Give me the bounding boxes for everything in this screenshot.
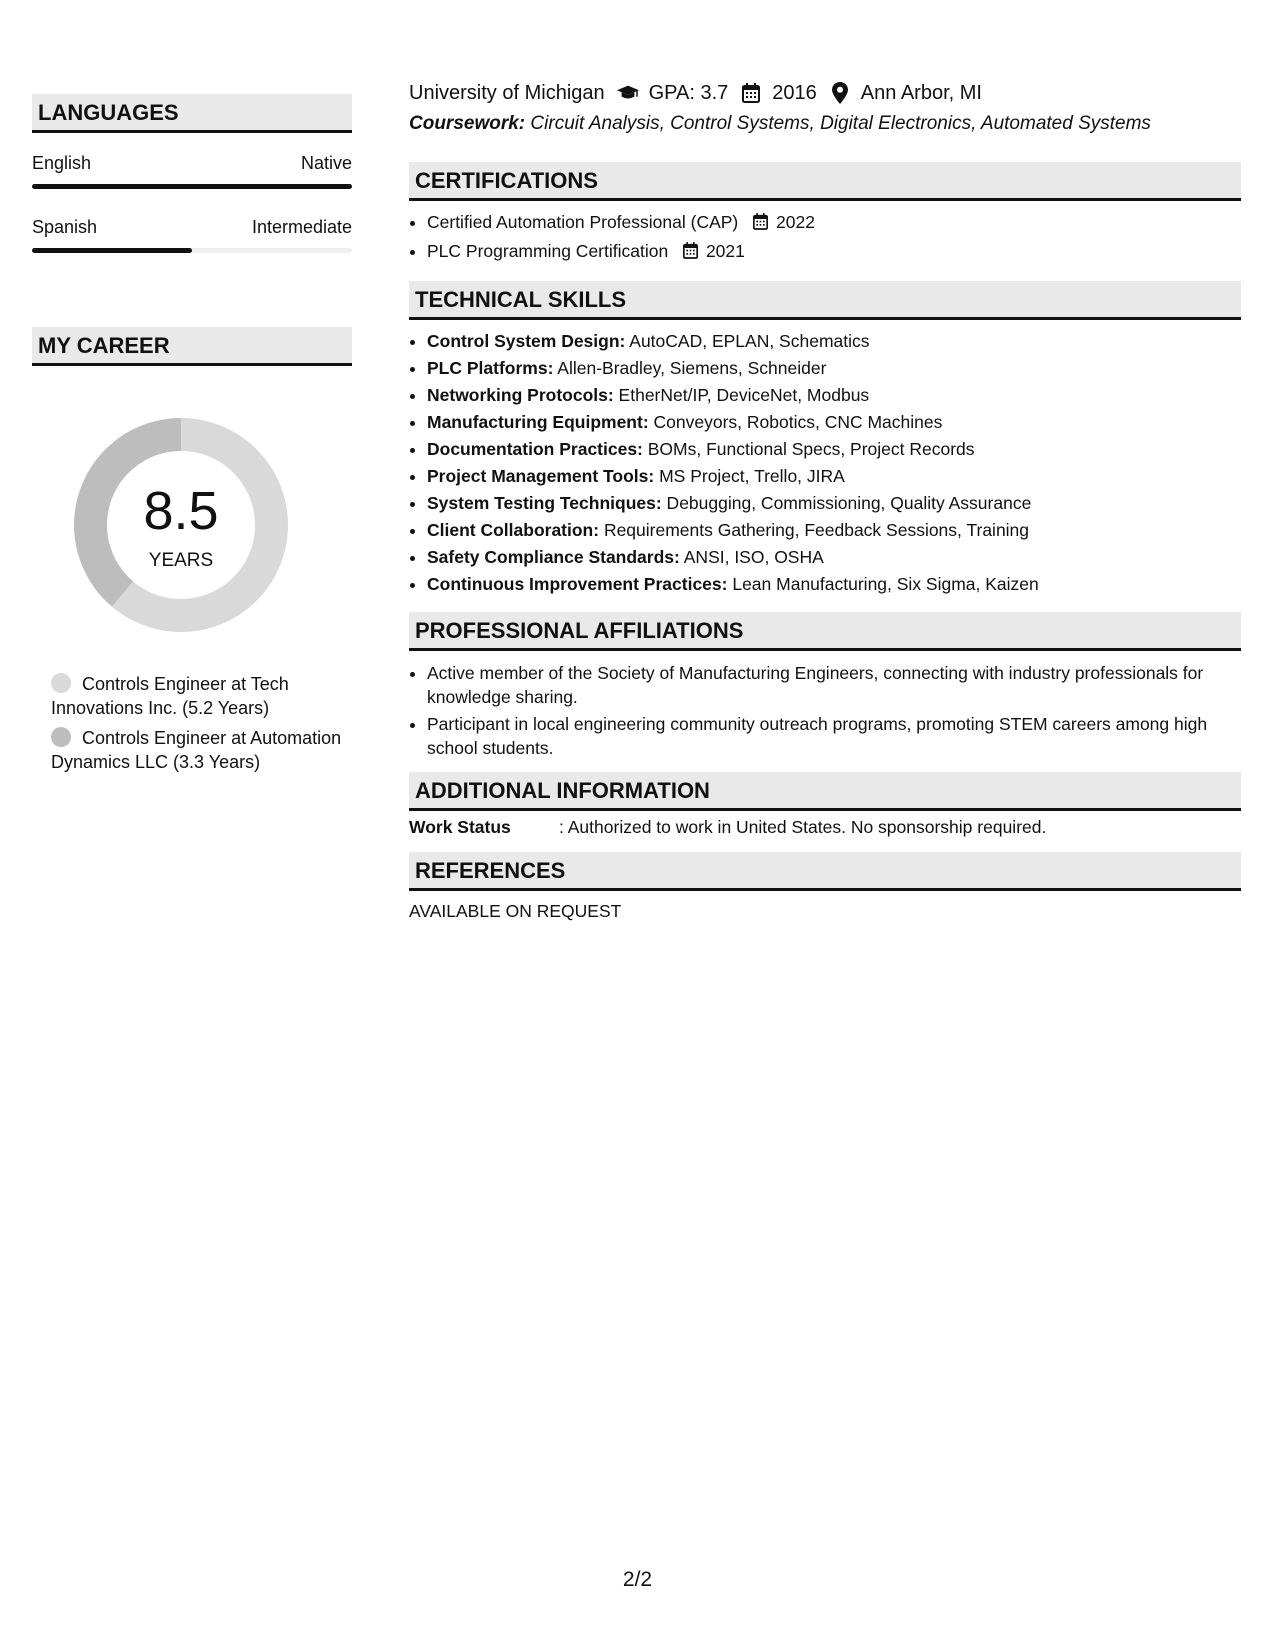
skill-values: EtherNet/IP, DeviceNet, Modbus xyxy=(613,385,870,405)
references-text: AVAILABLE ON REQUEST xyxy=(409,901,622,921)
skill-category: Safety Compliance Standards: xyxy=(427,547,680,567)
list-item xyxy=(427,382,1241,409)
language-item xyxy=(32,153,352,189)
skill-values: AutoCAD, EPLAN, Schematics xyxy=(625,331,870,351)
list-item xyxy=(427,436,1241,463)
coursework-label: Coursework: xyxy=(409,113,526,134)
list-item xyxy=(427,490,1241,517)
skill-category: PLC Platforms: xyxy=(427,358,554,378)
list-item xyxy=(427,409,1241,436)
language-name: English xyxy=(32,153,92,173)
certification-year: 2021 xyxy=(705,241,745,261)
skill-category: Continuous Improvement Practices: xyxy=(427,574,728,594)
skill-category: Client Collaboration: xyxy=(427,520,600,540)
skill-values: Debugging, Commissioning, Quality Assurance xyxy=(661,493,1032,513)
list-item xyxy=(427,209,1241,238)
skill-values: Lean Manufacturing, Six Sigma, Kaizen xyxy=(727,574,1039,594)
skill-category: Networking Protocols: xyxy=(427,385,614,405)
skill-values: ANSI, ISO, OSHA xyxy=(679,547,824,567)
language-level: Intermediate xyxy=(251,217,352,237)
certification-name: Certified Automation Professional (CAP) xyxy=(427,212,739,232)
career-legend-label: Controls Engineer at Automation Dynamics LLC (3.3 Years) xyxy=(51,728,342,772)
languages-heading: LANGUAGES xyxy=(32,94,352,133)
career-donut-chart xyxy=(66,410,296,640)
education-line xyxy=(409,78,1241,108)
career-total-value: 8.5 xyxy=(143,481,219,541)
language-proficiency-bar xyxy=(32,248,352,253)
career-total-unit: YEARS xyxy=(148,550,214,571)
education-location: Ann Arbor, MI xyxy=(860,82,982,104)
work-status-value: : Authorized to work in United States. No sponsorship required. xyxy=(559,817,1047,837)
location-pin-icon xyxy=(829,82,851,104)
list-item xyxy=(427,571,1241,598)
list-item: • Participant in local engineering community outreach programs, promoting STEM careers among high school students. xyxy=(427,712,1241,760)
list-item: • Active member of the Society of Manufacturing Engineers, connecting with industry professionals for knowledge sharing. xyxy=(427,661,1241,709)
legend-dot-icon xyxy=(51,727,71,747)
additional-info-heading: ADDITIONAL INFORMATION xyxy=(409,772,1241,811)
list-item xyxy=(427,544,1241,571)
references-heading: REFERENCES xyxy=(409,852,1241,891)
certification-name: PLC Programming Certification xyxy=(427,241,669,261)
calendar-icon xyxy=(753,211,768,238)
language-proficiency-bar xyxy=(32,184,352,189)
left-column xyxy=(32,94,352,780)
skill-category: Documentation Practices: xyxy=(427,439,643,459)
career-legend-item xyxy=(32,726,352,774)
affiliations-list xyxy=(409,661,1241,760)
skill-values: Conveyors, Robotics, CNC Machines xyxy=(648,412,943,432)
affiliations-heading: PROFESSIONAL AFFILIATIONS xyxy=(409,612,1241,651)
language-proficiency-fill xyxy=(32,248,192,253)
career-heading: MY CAREER xyxy=(32,327,352,366)
list-item xyxy=(427,517,1241,544)
list-item xyxy=(427,328,1241,355)
skill-category: System Testing Techniques: xyxy=(427,493,662,513)
career-legend-item xyxy=(32,672,352,720)
skill-values: BOMs, Functional Specs, Project Records xyxy=(642,439,975,459)
certifications-list xyxy=(409,209,1241,267)
education-year: 2016 xyxy=(772,82,817,104)
right-column xyxy=(409,78,1241,922)
page-number: 2/2 xyxy=(622,1568,653,1591)
skill-values: Allen-Bradley, Siemens, Schneider xyxy=(553,358,827,378)
work-status-label: Work Status xyxy=(409,817,511,837)
certification-year: 2022 xyxy=(776,212,815,232)
calendar-icon xyxy=(740,82,762,104)
coursework-line xyxy=(409,108,1241,140)
language-proficiency-fill xyxy=(32,184,352,189)
career-legend xyxy=(32,672,352,774)
calendar-icon xyxy=(683,240,698,267)
language-level: Native xyxy=(300,153,352,173)
skill-values: MS Project, Trello, JIRA xyxy=(654,466,845,486)
list-item xyxy=(427,238,1241,267)
technical-skills-heading: TECHNICAL SKILLS xyxy=(409,281,1241,320)
language-name: Spanish xyxy=(32,217,98,237)
skill-values: Requirements Gathering, Feedback Sessions, Training xyxy=(599,520,1030,540)
education-school: University of Michigan xyxy=(409,82,605,104)
list-item xyxy=(427,355,1241,382)
certifications-heading: CERTIFICATIONS xyxy=(409,162,1241,201)
education-gpa: GPA: 3.7 xyxy=(648,82,729,104)
career-legend-label: Controls Engineer at Tech Innovations Inc. (5.2 Years) xyxy=(51,674,289,718)
skill-category: Project Management Tools: xyxy=(427,466,655,486)
work-status-row xyxy=(409,817,1241,838)
legend-dot-icon xyxy=(51,673,71,693)
language-item xyxy=(32,217,352,253)
coursework-text: Circuit Analysis, Control Systems, Digital Electronics, Automated Systems xyxy=(525,113,1151,134)
list-item xyxy=(427,463,1241,490)
technical-skills-list xyxy=(409,328,1241,598)
skill-category: Control System Design: xyxy=(427,331,626,351)
skill-category: Manufacturing Equipment: xyxy=(427,412,649,432)
graduation-cap-icon xyxy=(617,82,639,104)
